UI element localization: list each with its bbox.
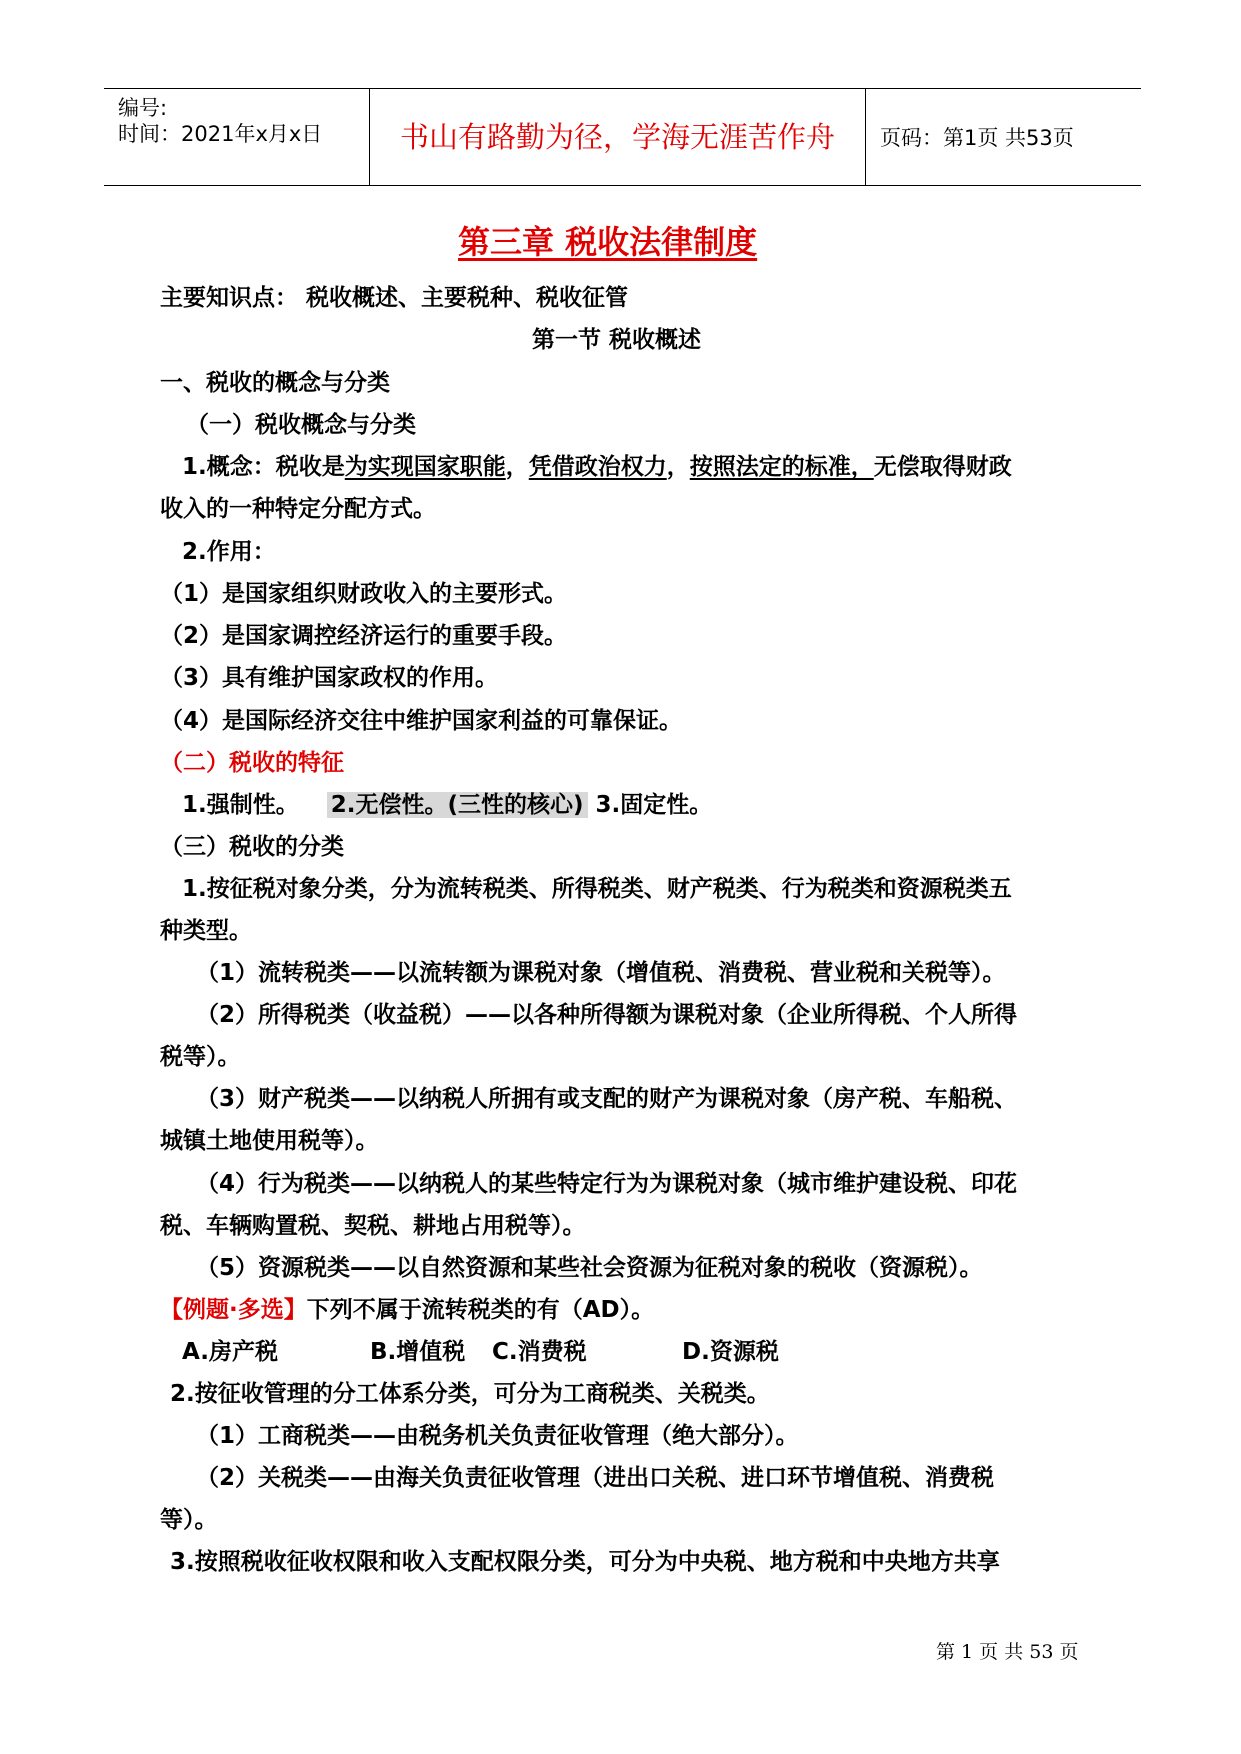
concept-sep-2: ， [666,454,690,480]
concept-line-1 [182,452,1012,482]
header-page-cell [866,89,1141,185]
subheading-2: （二）税收的特征 [160,750,344,776]
classification-2-item-1: （1）工商税类——由税务机关负责征收管理（绝大部分）。 [196,1423,799,1449]
example-tag: 【例题·多选】 [160,1297,307,1323]
class-item-3-line-1: （3）财产税类——以纳税人所拥有或支配的财产为课税对象（房产税、车船税、 [196,1086,1018,1112]
concept-underline-3: 按照法定的标准， [689,454,874,480]
classification-3: 3.按照税收征收权限和收入支配权限分类，可分为中央税、地方税和中央地方共享 [170,1549,1000,1575]
role-item: （2）是国家调控经济运行的重要手段。 [160,623,568,649]
concept-prefix: 1.概念：税收是 [182,454,345,480]
time-label: 时间：2021年x月x日 [118,122,323,146]
role-item: （4）是国际经济交往中维护国家利益的可靠保证。 [160,708,683,734]
key-points: 主要知识点： 税收概述、主要税种、税收征管 [160,285,629,311]
page-header [104,88,1141,186]
heading-1: 一、税收的概念与分类 [160,370,390,396]
option-b: B.增值税 [370,1339,466,1365]
class-item-2-line-1: （2）所得税类（收益税）——以各种所得额为课税对象（企业所得税、个人所得 [196,1002,1018,1028]
number-label: 编号: [118,96,168,120]
example-text: 下列不属于流转税类的有（AD）。 [306,1297,655,1323]
feature-2-highlighted: 2.无偿性。(三性的核心) [327,792,588,818]
example-question [160,1295,654,1325]
class-item-5: （5）资源税类——以自然资源和某些社会资源为征税对象的税收（资源税）。 [196,1255,983,1281]
class-item-4-line-2: 税、车辆购置税、契税、耕地占用税等）。 [160,1213,586,1239]
classification-2-item-2-line-1: （2）关税类——由海关负责征收管理（进出口关税、进口环节增值税、消费税 [196,1465,995,1491]
classification-1-line-1: 1.按征税对象分类，分为流转税类、所得税类、财产税类、行为税类和资源税类五 [182,876,1012,902]
motto: 书山有路勤为径，学海无涯苦作舟 [399,120,835,154]
section-title: 第一节 税收概述 [532,327,702,353]
role-item: （3）具有维护国家政权的作用。 [160,665,499,691]
class-item-2-line-2: 税等）。 [160,1044,241,1070]
header-motto-cell [369,89,866,185]
role-title: 2.作用： [182,539,276,565]
role-item: （1）是国家组织财政收入的主要形式。 [160,581,568,607]
subheading-1: （一）税收概念与分类 [186,412,416,438]
classification-1-line-2: 种类型。 [160,918,252,944]
concept-line-2: 收入的一种特定分配方式。 [160,496,436,522]
page-footer: 第 1 页 共 53 页 [936,1641,1079,1663]
concept-underline-2: 凭借政治权力 [528,454,667,480]
option-d: D.资源税 [682,1339,779,1365]
class-item-3-line-2: 城镇土地使用税等）。 [160,1128,379,1154]
subheading-3: （三）税收的分类 [160,834,344,860]
class-item-1: （1）流转税类——以流转额为课税对象（增值税、消费税、营业税和关税等）。 [196,960,1006,986]
concept-underline-1: 为实现国家职能 [344,454,506,480]
page-code: 页码：第1页 共53页 [880,126,1074,150]
concept-sep-1: ， [505,454,529,480]
feature-1: 1.强制性。 [182,792,299,818]
class-item-4-line-1: （4）行为税类——以纳税人的某些特定行为为课税对象（城市维护建设税、印花 [196,1171,1018,1197]
feature-3: 3.固定性。 [595,792,713,818]
option-c: C.消费税 [492,1339,587,1365]
classification-2: 2.按征收管理的分工体系分类，可分为工商税类、关税类。 [170,1381,770,1407]
option-a: A.房产税 [182,1339,278,1365]
header-info-cell [104,89,369,185]
features-line [182,790,712,820]
chapter-title: 第三章 税收法律制度 [458,223,758,261]
concept-rest: 无偿取得财政 [873,454,1012,480]
classification-2-item-2-line-2: 等）。 [160,1507,218,1533]
